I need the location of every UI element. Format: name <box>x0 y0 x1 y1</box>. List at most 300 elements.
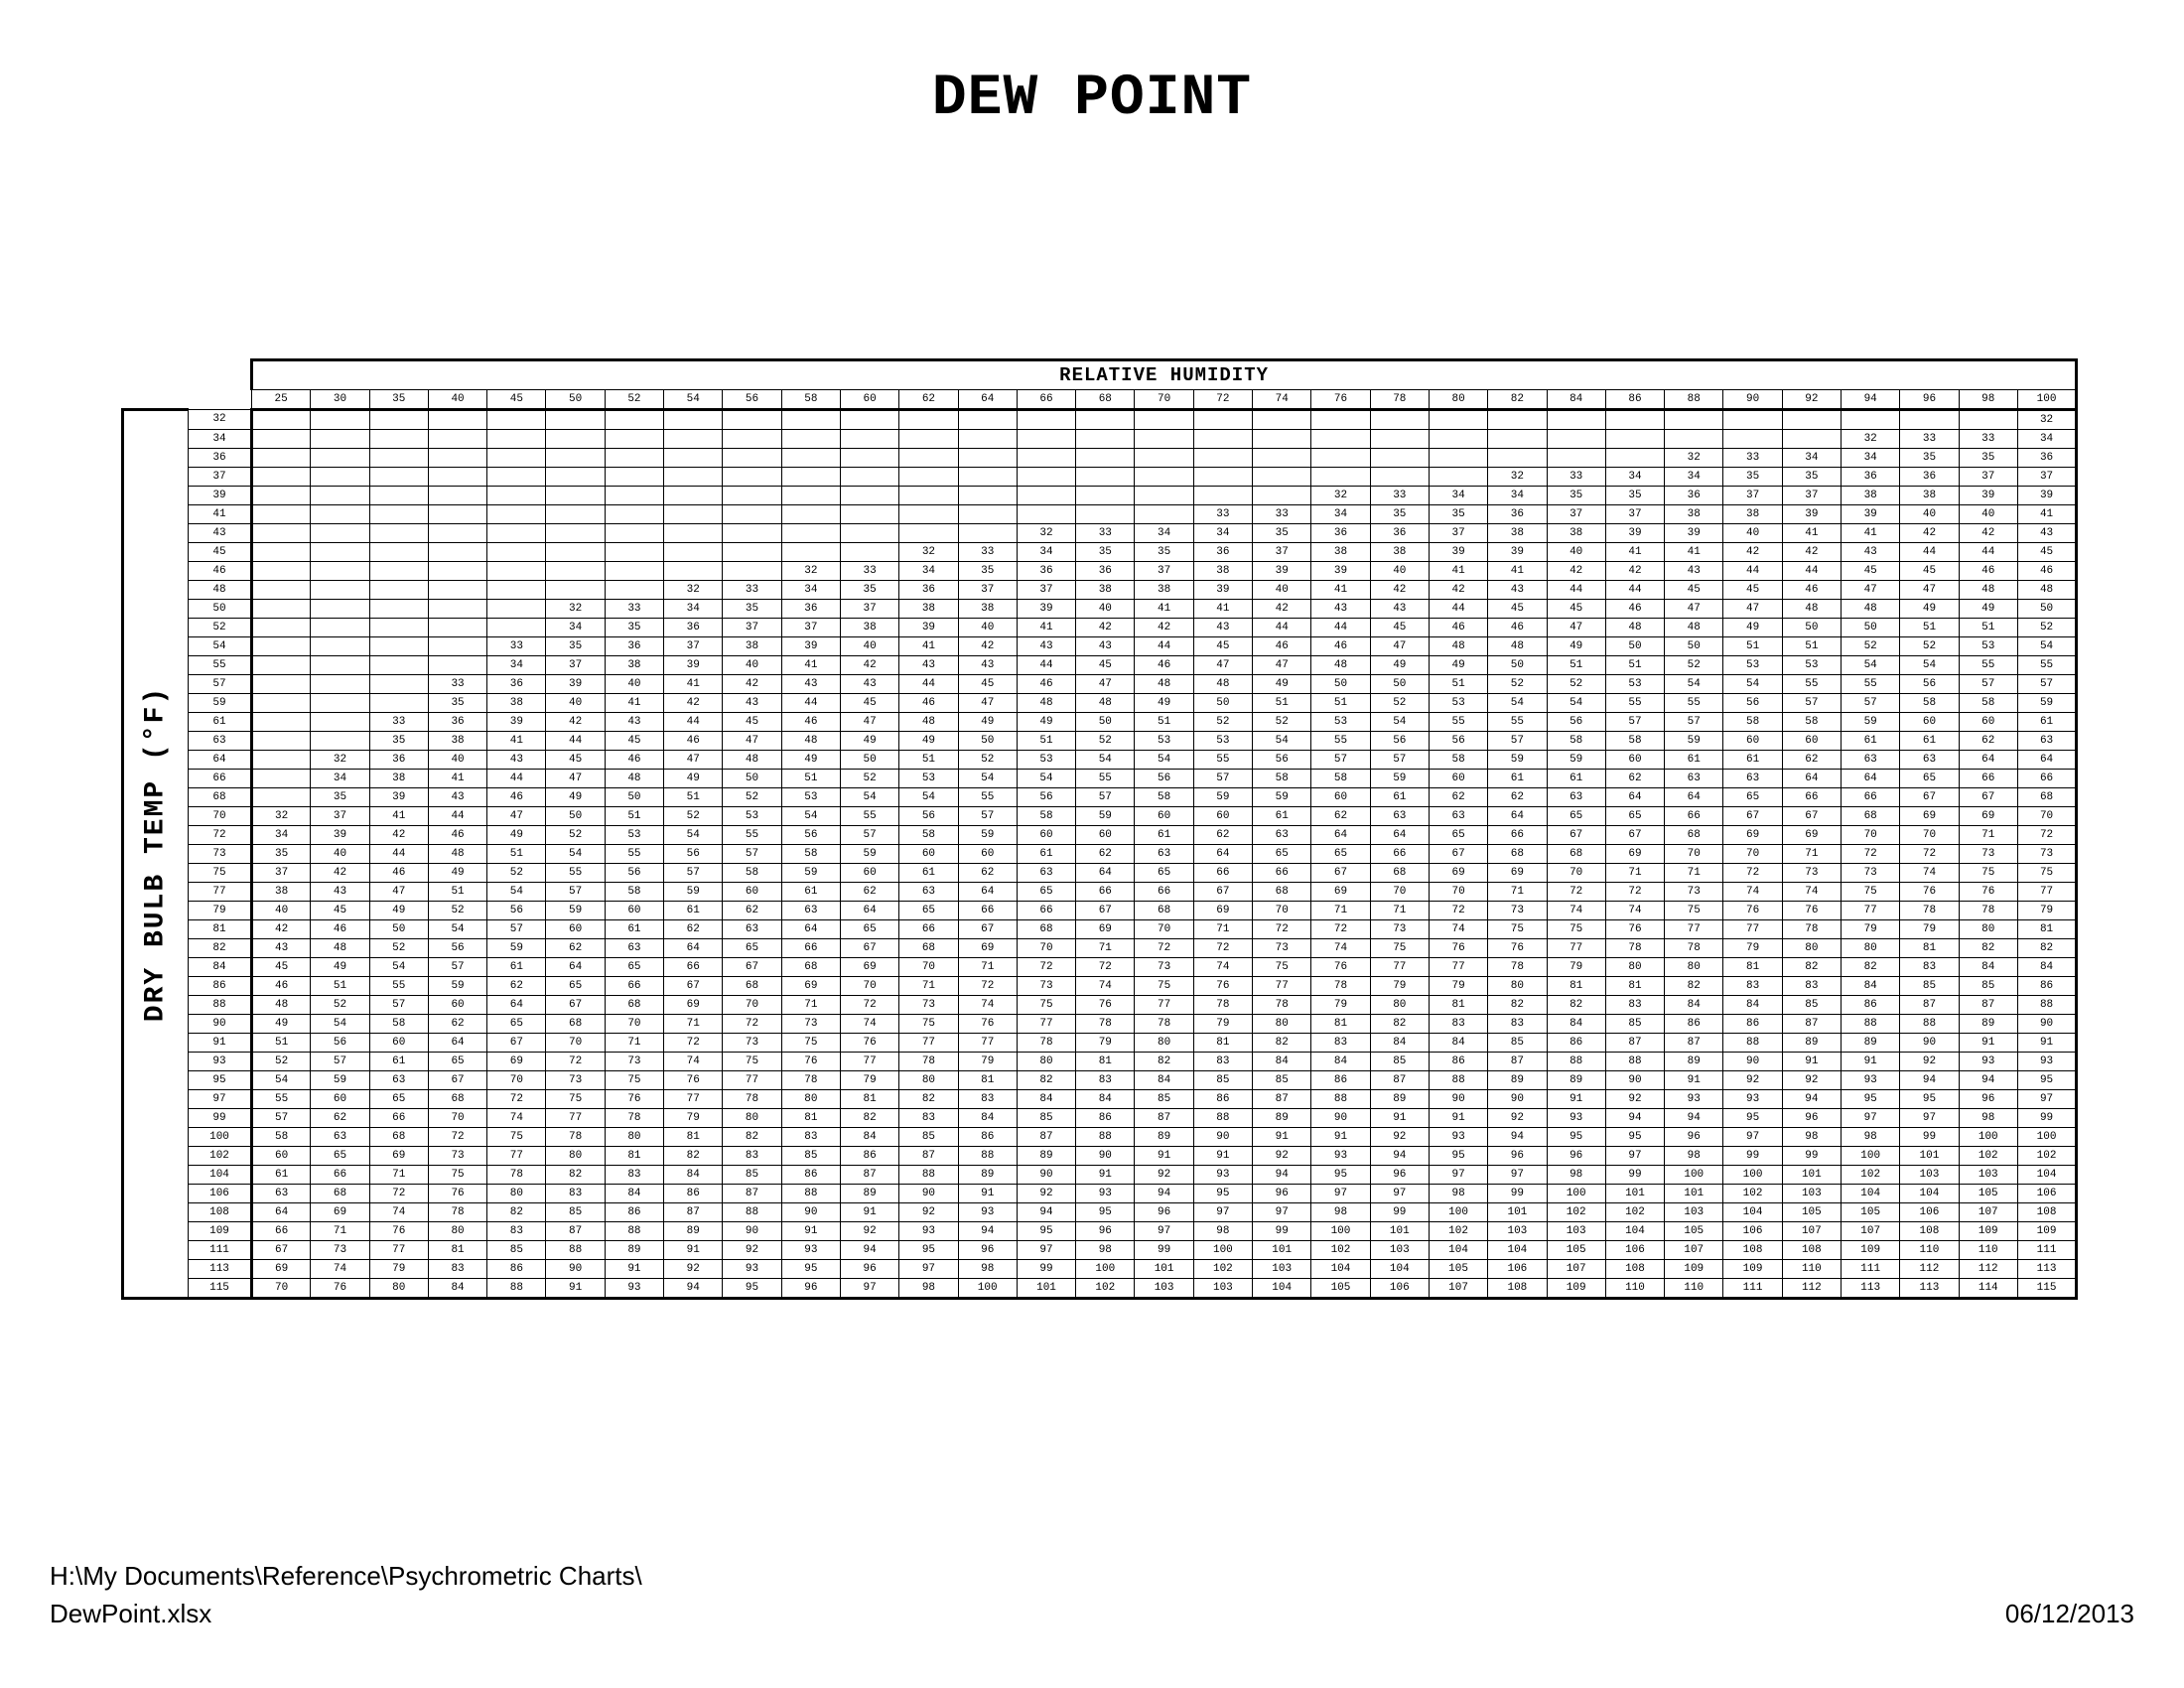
dew-point-cell <box>369 410 428 430</box>
dew-point-cell: 56 <box>1017 788 1075 807</box>
dew-point-cell: 86 <box>1665 1015 1723 1034</box>
dew-point-cell: 49 <box>428 864 486 883</box>
dew-point-cell: 45 <box>958 675 1017 694</box>
dew-point-cell: 36 <box>1311 524 1370 543</box>
dew-point-cell: 101 <box>1370 1222 1429 1241</box>
dry-bulb-temp: 93 <box>189 1053 252 1071</box>
table-row <box>123 619 2077 637</box>
humidity-col-header: 80 <box>1429 390 1487 410</box>
table-row <box>123 1109 2077 1128</box>
dew-point-cell: 104 <box>1842 1185 1900 1203</box>
dew-point-cell: 72 <box>1842 845 1900 864</box>
dew-point-cell: 34 <box>1488 487 1547 505</box>
dew-point-cell: 53 <box>1311 713 1370 732</box>
dew-point-cell: 78 <box>546 1128 605 1147</box>
dry-bulb-axis <box>123 410 189 1299</box>
dew-point-cell <box>1311 410 1370 430</box>
dew-point-cell: 68 <box>605 996 663 1015</box>
dew-point-cell: 85 <box>899 1128 958 1147</box>
dew-point-cell: 84 <box>605 1185 663 1203</box>
dew-point-cell <box>546 543 605 562</box>
dew-point-cell: 82 <box>2017 939 2076 958</box>
dew-point-cell: 51 <box>487 845 546 864</box>
dry-bulb-temp: 113 <box>189 1260 252 1279</box>
dew-point-cell: 80 <box>1017 1053 1075 1071</box>
dew-point-cell: 52 <box>311 996 369 1015</box>
dew-point-cell: 63 <box>2017 732 2076 751</box>
table-row <box>123 939 2077 958</box>
dew-point-cell: 51 <box>1017 732 1075 751</box>
dew-point-cell: 38 <box>487 694 546 713</box>
dew-point-cell: 102 <box>2017 1147 2076 1166</box>
dew-point-cell <box>1723 430 1782 449</box>
dew-point-cell: 39 <box>311 826 369 845</box>
dew-point-cell: 86 <box>958 1128 1017 1147</box>
dew-point-cell: 34 <box>487 656 546 675</box>
dew-point-cell: 74 <box>311 1260 369 1279</box>
dew-point-cell: 57 <box>664 864 723 883</box>
dew-point-cell: 37 <box>546 656 605 675</box>
dew-point-cell: 92 <box>1723 1071 1782 1090</box>
dew-point-cell: 33 <box>487 637 546 656</box>
dew-point-cell: 44 <box>1900 543 1959 562</box>
dew-point-cell: 43 <box>1017 637 1075 656</box>
dew-point-cell: 58 <box>1135 788 1193 807</box>
dew-point-cell: 42 <box>311 864 369 883</box>
dew-point-cell: 53 <box>781 788 840 807</box>
dew-point-cell: 37 <box>1782 487 1841 505</box>
dew-point-cell: 46 <box>428 826 486 845</box>
dew-point-cell: 76 <box>958 1015 1017 1034</box>
dew-point-cell <box>1605 449 1664 468</box>
dew-point-cell: 39 <box>369 788 428 807</box>
dew-point-cell: 42 <box>1782 543 1841 562</box>
dew-point-cell: 57 <box>1488 732 1547 751</box>
dew-point-cell <box>369 656 428 675</box>
dew-point-cell <box>311 487 369 505</box>
dew-point-cell: 91 <box>605 1260 663 1279</box>
dew-point-cell: 48 <box>1959 581 2017 600</box>
dew-point-cell: 55 <box>2017 656 2076 675</box>
dew-point-cell: 91 <box>781 1222 840 1241</box>
dew-point-cell: 35 <box>1723 468 1782 487</box>
dew-point-cell: 103 <box>1135 1279 1193 1299</box>
dew-point-cell: 57 <box>252 1109 311 1128</box>
dew-point-cell: 48 <box>781 732 840 751</box>
dew-point-cell: 33 <box>369 713 428 732</box>
dew-point-cell: 45 <box>723 713 781 732</box>
dew-point-cell: 45 <box>1900 562 1959 581</box>
dew-point-cell: 60 <box>1723 732 1782 751</box>
dew-point-cell: 35 <box>605 619 663 637</box>
dew-point-cell <box>1782 430 1841 449</box>
dew-point-cell: 45 <box>1547 600 1605 619</box>
dew-point-cell: 75 <box>605 1071 663 1090</box>
dew-point-cell: 35 <box>723 600 781 619</box>
dew-point-cell: 77 <box>1253 977 1311 996</box>
dew-point-cell <box>958 430 1017 449</box>
dew-point-cell: 55 <box>1605 694 1664 713</box>
dew-point-cell: 37 <box>958 581 1017 600</box>
dew-point-cell: 94 <box>1665 1109 1723 1128</box>
dew-point-cell <box>487 487 546 505</box>
dew-point-cell: 48 <box>428 845 486 864</box>
dew-point-cell: 78 <box>1665 939 1723 958</box>
dew-point-cell: 65 <box>605 958 663 977</box>
dew-point-cell <box>311 619 369 637</box>
dew-point-cell: 55 <box>958 788 1017 807</box>
dew-point-cell: 42 <box>1076 619 1135 637</box>
dew-point-cell: 75 <box>546 1090 605 1109</box>
dew-point-cell: 67 <box>840 939 898 958</box>
dew-point-cell <box>781 410 840 430</box>
dew-point-cell: 64 <box>1665 788 1723 807</box>
dry-bulb-temp: 73 <box>189 845 252 864</box>
dew-point-cell: 46 <box>899 694 958 713</box>
dew-point-cell: 94 <box>958 1222 1017 1241</box>
dew-point-cell: 59 <box>487 939 546 958</box>
dew-point-cell: 47 <box>1193 656 1252 675</box>
dew-point-cell: 76 <box>1488 939 1547 958</box>
dew-point-cell: 61 <box>487 958 546 977</box>
dew-point-cell: 89 <box>1135 1128 1193 1147</box>
dew-point-cell <box>664 487 723 505</box>
dew-point-cell <box>311 449 369 468</box>
dry-bulb-temp: 91 <box>189 1034 252 1053</box>
dew-point-cell: 34 <box>1842 449 1900 468</box>
dew-point-cell: 111 <box>2017 1241 2076 1260</box>
dew-point-cell: 97 <box>1311 1185 1370 1203</box>
dew-point-cell: 74 <box>369 1203 428 1222</box>
dew-point-cell: 52 <box>2017 619 2076 637</box>
dew-point-cell: 107 <box>1429 1279 1487 1299</box>
dew-point-cell: 94 <box>1135 1185 1193 1203</box>
humidity-col-header: 74 <box>1253 390 1311 410</box>
dew-point-cell: 52 <box>1665 656 1723 675</box>
dew-point-cell: 80 <box>1488 977 1547 996</box>
dew-point-cell: 35 <box>1782 468 1841 487</box>
dew-point-cell: 51 <box>252 1034 311 1053</box>
dry-bulb-temp: 43 <box>189 524 252 543</box>
dew-point-cell: 90 <box>723 1222 781 1241</box>
dew-point-cell: 84 <box>2017 958 2076 977</box>
humidity-col-header: 52 <box>605 390 663 410</box>
dew-point-cell: 65 <box>369 1090 428 1109</box>
dew-point-cell: 80 <box>781 1090 840 1109</box>
dry-bulb-temp: 32 <box>189 410 252 430</box>
dew-point-cell: 96 <box>1547 1147 1605 1166</box>
dew-point-cell <box>840 505 898 524</box>
dew-point-cell <box>428 637 486 656</box>
dew-point-cell: 64 <box>781 920 840 939</box>
dew-point-cell: 54 <box>899 788 958 807</box>
dew-point-cell: 36 <box>899 581 958 600</box>
dew-point-cell: 60 <box>1900 713 1959 732</box>
dew-point-cell: 48 <box>605 770 663 788</box>
dew-point-cell: 105 <box>1842 1203 1900 1222</box>
dew-point-cell: 102 <box>1959 1147 2017 1166</box>
dew-point-cell: 70 <box>252 1279 311 1299</box>
dew-point-cell: 51 <box>1311 694 1370 713</box>
dew-point-cell: 83 <box>958 1090 1017 1109</box>
dew-point-cell: 78 <box>487 1166 546 1185</box>
dew-point-cell: 83 <box>546 1185 605 1203</box>
dew-point-cell <box>428 449 486 468</box>
dew-point-cell <box>546 581 605 600</box>
dew-point-cell: 59 <box>958 826 1017 845</box>
dew-point-cell: 41 <box>781 656 840 675</box>
dew-point-cell: 77 <box>840 1053 898 1071</box>
dew-point-cell: 62 <box>840 883 898 902</box>
dew-point-cell: 61 <box>369 1053 428 1071</box>
dew-point-cell: 38 <box>899 600 958 619</box>
dew-point-cell: 53 <box>605 826 663 845</box>
dew-point-cell <box>546 468 605 487</box>
dew-point-cell: 68 <box>723 977 781 996</box>
dew-point-cell: 60 <box>1429 770 1487 788</box>
dew-point-cell <box>487 468 546 487</box>
dew-point-cell: 74 <box>1782 883 1841 902</box>
dew-point-cell: 96 <box>1488 1147 1547 1166</box>
dew-point-cell: 47 <box>487 807 546 826</box>
dew-point-cell: 79 <box>1429 977 1487 996</box>
dew-point-cell: 91 <box>1193 1147 1252 1166</box>
dew-point-cell: 41 <box>1782 524 1841 543</box>
dew-point-cell: 37 <box>1135 562 1193 581</box>
dew-point-cell: 77 <box>1547 939 1605 958</box>
dew-point-cell: 54 <box>781 807 840 826</box>
dew-point-cell: 87 <box>899 1147 958 1166</box>
dew-point-cell: 77 <box>723 1071 781 1090</box>
humidity-col-header: 82 <box>1488 390 1547 410</box>
dew-point-cell: 62 <box>487 977 546 996</box>
dew-point-cell: 64 <box>1488 807 1547 826</box>
dew-point-cell: 47 <box>1900 581 1959 600</box>
dew-point-cell: 71 <box>664 1015 723 1034</box>
relative-humidity-title-row <box>123 360 2077 390</box>
dew-point-cell: 91 <box>546 1279 605 1299</box>
dew-point-cell: 104 <box>1311 1260 1370 1279</box>
dew-point-cell: 91 <box>1959 1034 2017 1053</box>
dew-point-cell: 44 <box>1311 619 1370 637</box>
dew-point-cell: 60 <box>1017 826 1075 845</box>
dew-point-cell: 36 <box>1370 524 1429 543</box>
dew-point-cell: 90 <box>1429 1090 1487 1109</box>
dew-point-cell <box>1370 449 1429 468</box>
dew-point-cell: 42 <box>1370 581 1429 600</box>
dew-point-cell: 34 <box>1665 468 1723 487</box>
dew-point-cell <box>546 487 605 505</box>
dew-point-cell: 45 <box>311 902 369 920</box>
dew-point-cell: 46 <box>1311 637 1370 656</box>
dew-point-cell: 63 <box>1370 807 1429 826</box>
dew-point-cell: 79 <box>840 1071 898 1090</box>
dew-point-cell: 102 <box>1076 1279 1135 1299</box>
dew-point-cell <box>311 600 369 619</box>
dew-point-cell: 69 <box>781 977 840 996</box>
dew-point-cell: 103 <box>1959 1166 2017 1185</box>
file-name: DewPoint.xlsx <box>50 1599 212 1628</box>
dew-point-cell: 49 <box>369 902 428 920</box>
dew-point-cell: 80 <box>899 1071 958 1090</box>
dew-point-cell: 56 <box>1547 713 1605 732</box>
dew-point-cell: 59 <box>664 883 723 902</box>
dew-point-cell: 49 <box>311 958 369 977</box>
dew-point-cell: 57 <box>958 807 1017 826</box>
dew-point-cell <box>1253 468 1311 487</box>
dew-point-cell: 60 <box>899 845 958 864</box>
dew-point-cell: 69 <box>958 939 1017 958</box>
table-row <box>123 1279 2077 1299</box>
dew-point-cell <box>605 562 663 581</box>
dew-point-cell: 33 <box>1900 430 1959 449</box>
dew-point-cell: 101 <box>1605 1185 1664 1203</box>
dry-bulb-temp: 45 <box>189 543 252 562</box>
dew-point-cell: 38 <box>1311 543 1370 562</box>
dew-point-cell: 43 <box>2017 524 2076 543</box>
dew-point-cell: 38 <box>958 600 1017 619</box>
dew-point-cell: 74 <box>1429 920 1487 939</box>
dew-point-cell: 97 <box>840 1279 898 1299</box>
dew-point-cell <box>958 487 1017 505</box>
dry-bulb-temp: 90 <box>189 1015 252 1034</box>
humidity-col-header: 56 <box>723 390 781 410</box>
dew-point-cell: 45 <box>1488 600 1547 619</box>
dew-point-cell: 43 <box>1842 543 1900 562</box>
dew-point-cell: 44 <box>1959 543 2017 562</box>
dew-point-cell: 54 <box>311 1015 369 1034</box>
dew-point-cell <box>487 600 546 619</box>
dew-point-cell: 109 <box>2017 1222 2076 1241</box>
dew-point-cell: 86 <box>1076 1109 1135 1128</box>
dew-point-cell: 67 <box>958 920 1017 939</box>
dew-point-cell: 97 <box>1842 1109 1900 1128</box>
dew-point-cell: 70 <box>1135 920 1193 939</box>
dew-point-cell: 40 <box>428 751 486 770</box>
dew-point-cell: 89 <box>1782 1034 1841 1053</box>
dry-bulb-temp: 57 <box>189 675 252 694</box>
dew-point-cell: 83 <box>1900 958 1959 977</box>
dew-point-cell: 33 <box>1076 524 1135 543</box>
dew-point-cell: 36 <box>1193 543 1252 562</box>
dew-point-cell: 102 <box>1547 1203 1605 1222</box>
dew-point-cell: 80 <box>546 1147 605 1166</box>
dew-point-cell: 51 <box>781 770 840 788</box>
dew-point-cell: 56 <box>1135 770 1193 788</box>
dew-point-cell: 92 <box>664 1260 723 1279</box>
dew-point-cell: 101 <box>1782 1166 1841 1185</box>
dew-point-cell: 105 <box>1429 1260 1487 1279</box>
dew-point-cell: 67 <box>1900 788 1959 807</box>
dew-point-cell: 56 <box>899 807 958 826</box>
table-row <box>123 637 2077 656</box>
dew-point-cell: 92 <box>1900 1053 1959 1071</box>
humidity-col-header: 86 <box>1605 390 1664 410</box>
dew-point-cell <box>1429 410 1487 430</box>
dew-point-cell: 62 <box>546 939 605 958</box>
dew-point-cell: 81 <box>1605 977 1664 996</box>
dew-point-cell: 83 <box>1311 1034 1370 1053</box>
dew-point-cell: 97 <box>1488 1166 1547 1185</box>
dew-point-cell: 71 <box>1665 864 1723 883</box>
dew-point-cell: 71 <box>781 996 840 1015</box>
dew-point-cell: 90 <box>1311 1109 1370 1128</box>
dew-point-cell: 48 <box>1017 694 1075 713</box>
dew-point-cell: 56 <box>1900 675 1959 694</box>
dew-point-cell <box>1665 430 1723 449</box>
dew-point-cell: 67 <box>1429 845 1487 864</box>
dew-point-cell: 33 <box>1370 487 1429 505</box>
dew-point-cell: 81 <box>958 1071 1017 1090</box>
dew-point-cell: 78 <box>1017 1034 1075 1053</box>
dew-point-cell: 113 <box>1900 1279 1959 1299</box>
table-row <box>123 902 2077 920</box>
dew-point-cell <box>428 581 486 600</box>
dew-point-cell: 88 <box>605 1222 663 1241</box>
dew-point-cell: 35 <box>252 845 311 864</box>
dew-point-cell: 63 <box>311 1128 369 1147</box>
dew-point-cell <box>428 468 486 487</box>
table-row <box>123 1185 2077 1203</box>
dew-point-cell: 102 <box>1429 1222 1487 1241</box>
dew-point-cell: 54 <box>664 826 723 845</box>
dew-point-cell: 61 <box>1370 788 1429 807</box>
dew-point-cell: 47 <box>840 713 898 732</box>
dew-point-cell: 94 <box>1959 1071 2017 1090</box>
dew-point-cell: 78 <box>1900 902 1959 920</box>
dry-bulb-temp: 86 <box>189 977 252 996</box>
dry-bulb-temp: 46 <box>189 562 252 581</box>
dew-point-cell: 100 <box>958 1279 1017 1299</box>
dew-point-cell: 104 <box>1723 1203 1782 1222</box>
dew-point-cell <box>369 637 428 656</box>
dew-point-cell: 51 <box>1782 637 1841 656</box>
dew-point-cell: 70 <box>428 1109 486 1128</box>
dry-bulb-temp: 88 <box>189 996 252 1015</box>
dew-point-cell: 78 <box>1782 920 1841 939</box>
dew-point-cell: 35 <box>1959 449 2017 468</box>
dew-point-cell: 34 <box>1311 505 1370 524</box>
dew-point-cell: 60 <box>252 1147 311 1166</box>
dew-point-cell <box>487 524 546 543</box>
dew-point-cell: 103 <box>1547 1222 1605 1241</box>
dew-point-cell: 85 <box>1135 1090 1193 1109</box>
dew-point-cell: 48 <box>1842 600 1900 619</box>
dew-point-cell: 96 <box>1665 1128 1723 1147</box>
dew-point-cell: 48 <box>1135 675 1193 694</box>
dew-point-cell: 97 <box>1135 1222 1193 1241</box>
dew-point-cell <box>1311 430 1370 449</box>
dew-point-cell: 36 <box>605 637 663 656</box>
dew-point-cell: 40 <box>311 845 369 864</box>
dew-point-cell: 66 <box>2017 770 2076 788</box>
dew-point-cell: 100 <box>1959 1128 2017 1147</box>
dew-point-cell: 72 <box>546 1053 605 1071</box>
dew-point-cell: 55 <box>723 826 781 845</box>
dry-bulb-temp: 34 <box>189 430 252 449</box>
dew-point-cell: 74 <box>958 996 1017 1015</box>
dew-point-cell: 58 <box>781 845 840 864</box>
dew-point-cell: 68 <box>428 1090 486 1109</box>
dew-point-cell <box>369 600 428 619</box>
dew-point-cell: 114 <box>1959 1279 2017 1299</box>
table-row <box>123 1128 2077 1147</box>
dew-point-cell: 57 <box>1193 770 1252 788</box>
table-row <box>123 1053 2077 1071</box>
dew-point-cell: 33 <box>1723 449 1782 468</box>
dew-point-cell: 69 <box>1429 864 1487 883</box>
dew-point-cell <box>252 468 311 487</box>
